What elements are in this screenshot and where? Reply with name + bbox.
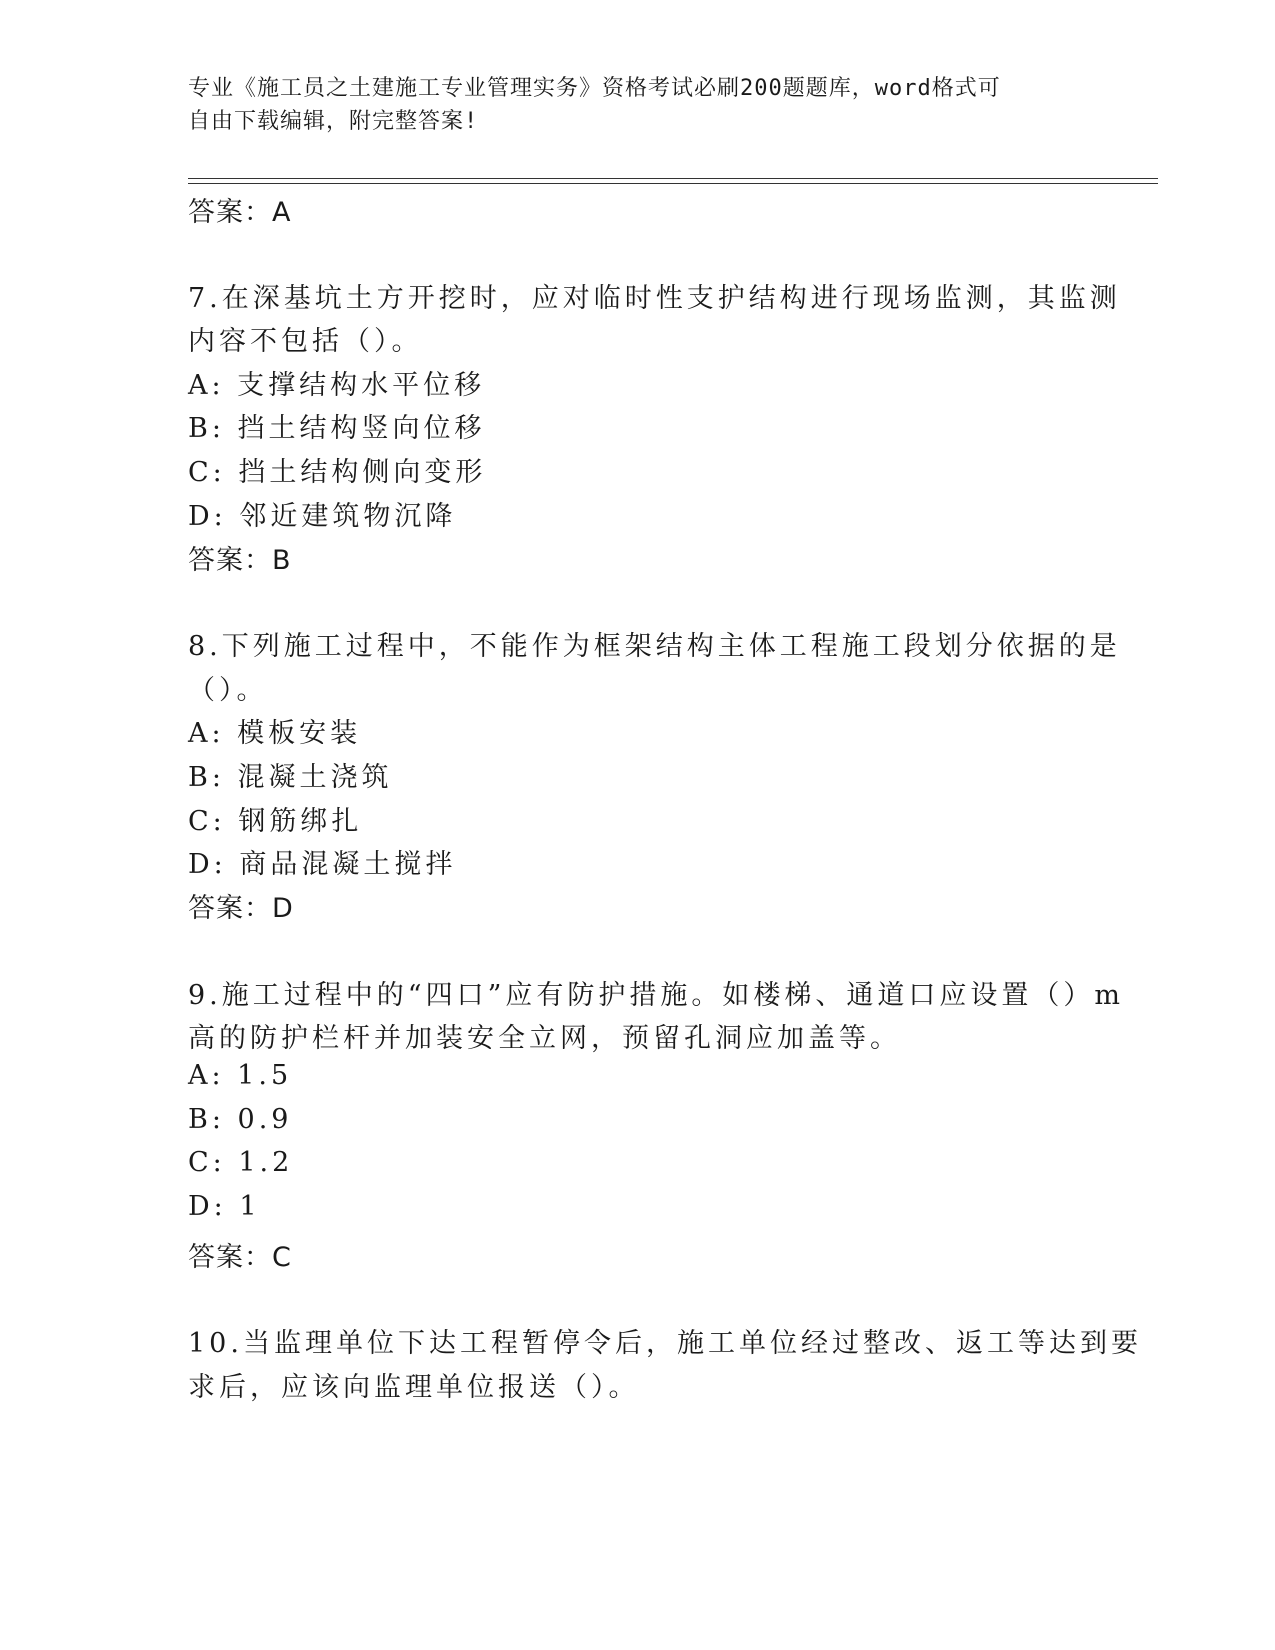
question-7-option-d: D: 邻近建筑物沉降 <box>188 501 457 532</box>
previous-answer: 答案：A <box>188 197 292 228</box>
question-7-option-b: B: 挡土结构竖向位移 <box>188 413 486 444</box>
question-9-option-c: C: 1.2 <box>188 1147 294 1178</box>
question-9-option-d: D: 1 <box>188 1191 261 1222</box>
header-line-1: 专业《施工员之土建施工专业管理实务》资格考试必刷200题题库，word格式可 <box>188 76 1001 101</box>
question-8-option-a: A: 模板安装 <box>188 718 362 749</box>
question-9-stem-line-1: 9.施工过程中的“四口”应有防护措施。如楼梯、通道口应设置（）m <box>188 980 1124 1011</box>
question-7-answer: 答案：B <box>188 545 292 576</box>
header-divider-bottom <box>188 183 1158 184</box>
question-9-option-a: A: 1.5 <box>188 1060 293 1091</box>
question-7-option-a: A: 支撑结构水平位移 <box>188 370 486 401</box>
question-10-stem-line-2: 求后，应该向监理单位报送（）。 <box>188 1372 640 1403</box>
question-8-option-b: B: 混凝土浇筑 <box>188 762 393 793</box>
question-7-option-c: C: 挡土结构侧向变形 <box>188 457 487 488</box>
question-8-stem-line-1: 8.下列施工过程中，不能作为框架结构主体工程施工段划分依据的是 <box>188 631 1121 662</box>
header-line-2: 自由下载编辑，附完整答案! <box>188 109 479 134</box>
header-divider-top <box>188 178 1158 179</box>
question-8-option-c: C: 钢筋绑扎 <box>188 806 363 837</box>
question-8-answer: 答案：D <box>188 893 294 924</box>
question-7-stem-line-2: 内容不包括（）。 <box>188 326 423 357</box>
question-7-stem-line-1: 7.在深基坑土方开挖时，应对临时性支护结构进行现场监测，其监测 <box>188 283 1121 314</box>
question-10-stem-line-1: 10.当监理单位下达工程暂停令后，施工单位经过整改、返工等达到要 <box>188 1328 1142 1359</box>
question-9-answer: 答案：C <box>188 1242 292 1273</box>
document-header <box>188 72 1068 138</box>
question-8-stem-line-2: （）。 <box>188 675 268 706</box>
question-8-option-d: D: 商品混凝土搅拌 <box>188 849 457 880</box>
question-9-stem-line-2: 高的防护栏杆并加装安全立网，预留孔洞应加盖等。 <box>188 1023 901 1054</box>
question-9-option-b: B: 0.9 <box>188 1104 293 1135</box>
